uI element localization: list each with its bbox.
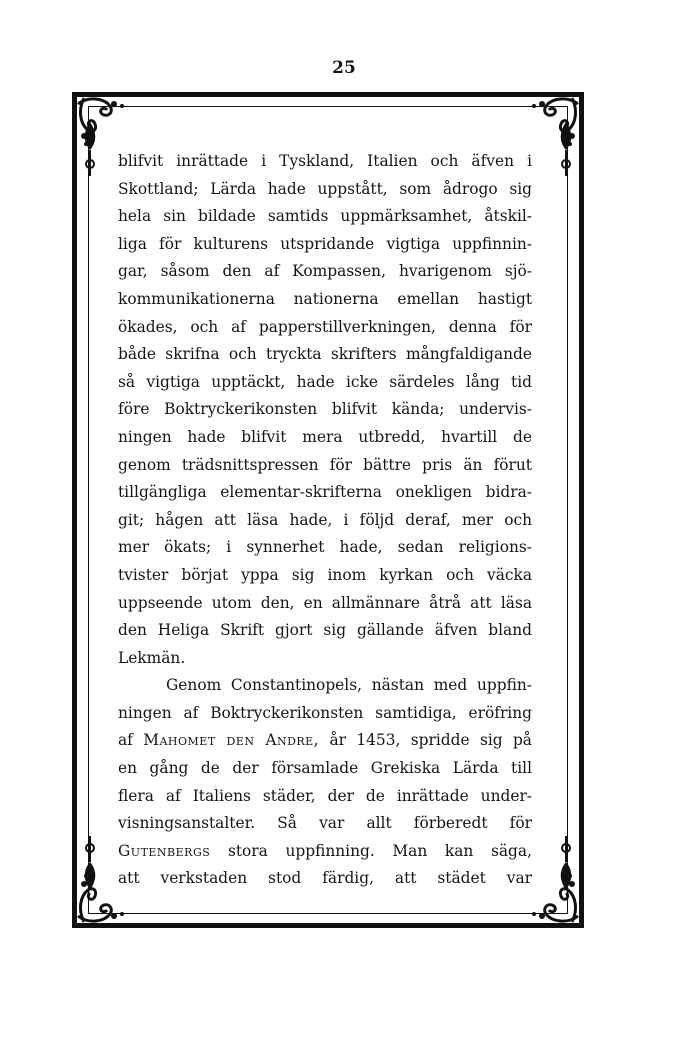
text-line: Skottland; Lärda hade uppstått, som ådrogo sig [118, 179, 532, 198]
page-number: 25 [332, 58, 356, 78]
text-line: före Boktryckerikonsten blifvit kända; undervis- [118, 400, 532, 419]
text-line: git; hågen att läsa hade, i följd deraf, mer och [118, 510, 532, 529]
text-line: tvister börjat yppa sig inom kyrkan och väcka [118, 565, 532, 584]
text-line: liga för kulturens utspridande vigtiga uppfinnin- [118, 234, 532, 253]
fleuron-ornament-icon [555, 832, 577, 892]
text-line: så vigtiga upptäckt, hade icke särdeles lång tid [118, 372, 532, 391]
text-line: ökades, och af papperstillverkningen, denna för [118, 317, 532, 336]
text-line: hela sin bildade samtids uppmärksamhet, åtskil- [118, 207, 532, 226]
person-name: Mahomet den Andre, [143, 731, 320, 750]
text-line: mer ökats; i synnerhet hade, sedan religions- [118, 538, 532, 557]
text-line: tillgängliga elementar-skrifterna onekligen bidra- [118, 483, 532, 502]
text-fragment: år 1453, spridde sig på [329, 731, 532, 750]
person-name: Gutenbergs [118, 841, 211, 860]
text-line: gar, såsom den af Kompassen, hvarigenom sjö- [118, 262, 532, 281]
text-fragment: af [118, 731, 133, 750]
text-line: Genom Constantinopels, nästan med uppfin- [166, 676, 532, 695]
text-line: ningen af Boktryckerikonsten samtidiga, eröfring [118, 703, 532, 722]
fleuron-ornament-icon [79, 832, 101, 892]
text-line: kommunikationerna nationerna emellan hastigt [118, 289, 532, 308]
text-line: en gång de der församlade Grekiska Lärda till [118, 759, 532, 778]
text-line: att verkstaden stod färdig, att städet var [118, 869, 532, 888]
text-line [118, 838, 532, 866]
text-fragment: stora uppfinning. Man kan säga, [227, 841, 532, 860]
text-line: ningen hade blifvit mera utbredd, hvartill de [118, 427, 532, 446]
text-line: genom trädsnittspressen för bättre pris än förut [118, 455, 532, 474]
text-line: både skrifna och tryckta skrifters mångfaldigande [118, 345, 532, 364]
text-line [118, 727, 532, 755]
text-line: den Heliga Skrift gjort sig gällande äfven bland [118, 621, 532, 640]
text-line: flera af Italiens städer, der de inrättade under- [118, 786, 532, 805]
text-line: uppseende utom den, en allmännare åtrå att läsa [118, 593, 532, 612]
fleuron-ornament-icon [555, 120, 577, 180]
body-text [118, 148, 532, 893]
text-line: Lekmän. [118, 648, 186, 667]
text-line: visningsanstalter. Så var allt förberedt för [118, 814, 532, 833]
fleuron-ornament-icon [79, 120, 101, 180]
text-line: blifvit inrättade i Tyskland, Italien och äfven i [118, 152, 532, 170]
